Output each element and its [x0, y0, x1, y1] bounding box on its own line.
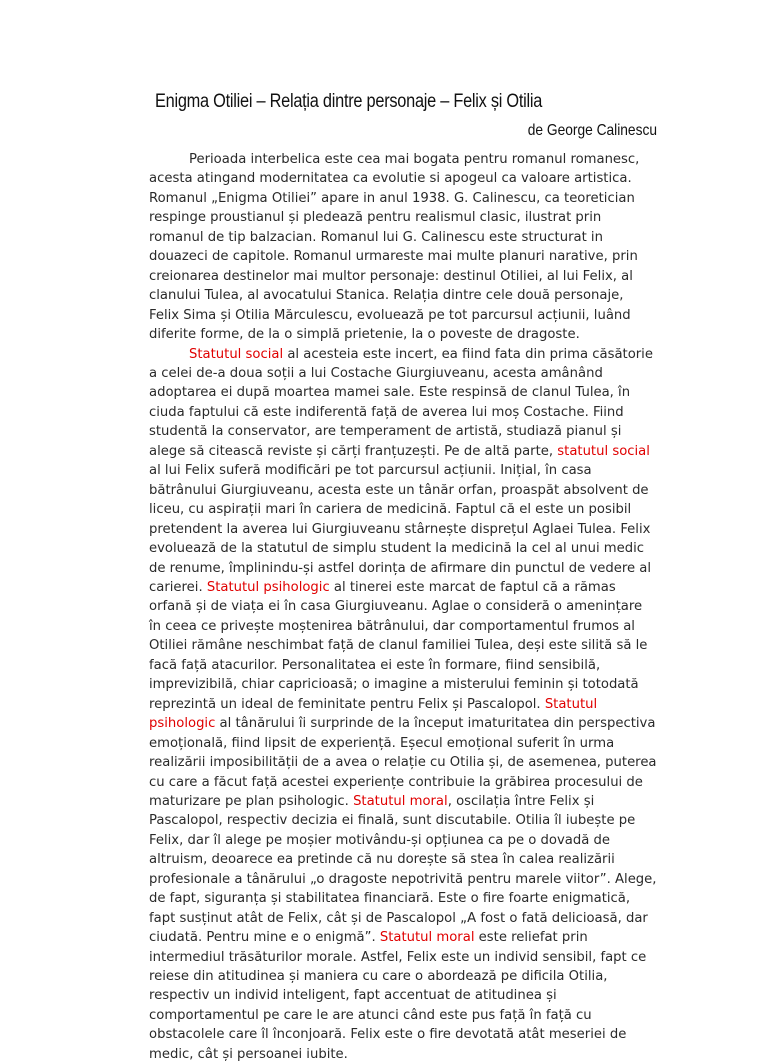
paragraph-intro: Perioada interbelica este cea mai bogata pentru romanul romanesc, acesta atingand modernitatea ca evolutie si apogeul ca valoare artistica. Romanul „Enigma Otiliei” apare in anul 1938. G. Calinescu, ca teoretician respinge proustianul și pledează pentru realismul clasic, ilustrat prin romanul de tip balzacian. Romanul lui G. Calinescu este structurat in douazeci de capitole. Romanul urmareste mai multe planuri narative, prin creionarea destinelor mai multor personaje: destinul Otiliei, al lui Felix, al clanului Tulea, al avocatului Stanica. Relația dintre cele două personaje, Felix Sima și Otilia Mărculescu, evoluează pe tot parcursul acțiunii, luând diferite forme, de la o simplă prietenie, la o poveste de dragoste. [149, 152, 640, 343]
highlight-statutul-social-1: Statutul social [189, 346, 284, 362]
highlight-statutul-moral-2: Statutul moral [379, 930, 475, 946]
text-segment-6: este reliefat prin intermediul trăsăturilor morale. Astfel, Felix este un individ sensibil, fapt ce reiese din atitudinea și maniera cu care o abordează pe dificila Otilia, respectiv un individ inteligent, fapt accentuat de atitudinea și comportamentul pe care le are atunci când este pus față în față cu obstacolele care îl înconjoară. Felix este o fire devotată atât meseriei de medic, cât și persoanei iubite. [149, 930, 647, 1062]
text-segment-5: , oscilația între Felix și Pascalopol, respectiv decizia ei finală, sunt discutabile. Otilia îl iubește pe Felix, dar îl alege pe moșier motivându-și opțiunea ca pe o dovadă de altruism, deoarece ea pretinde că nu dorește să stea în calea realizării profesionale a tânărului „o dragoste nepotrivită pentru marele viitor”. Alege, de fapt, siguranța și stabilitatea financiară. Este o fire foarte enigmatică, fapt susținut atât de Felix, cât și de Pascalopol „A fost o fată delicioasă, dar ciudată. Pentru mine e o enigmă”. [149, 793, 657, 946]
document-title: Enigma Otiliei – Relația dintre personaje – Felix și Otilia [155, 91, 543, 112]
document-author: de George Calinescu [527, 122, 657, 139]
text-segment-4: al tânărului îi surprinde de la început imaturitatea din perspectiva emoțională, fiind lipsit de experiență. Eșecul emoțional suferit în urma realizării imposibilității de a avea o relație cu Otilia și, de asemenea, puterea cu care a făcut față acestei experiențe contribuie la grăbirea procesului de maturizare pe plan psihologic. [149, 716, 657, 809]
text-segment-1: al acesteia este incert, ea fiind fata din prima căsătorie a celei de-a doua soții a lui Costache Giurgiuveanu, acesta amânând adoptarea ei după moartea mamei sale. Este respinsă de clanul Tulea, în ciuda faptului că este indiferentă față de averea lui moș Costache. Fiind studentă la conservator, are temperament de artistă, studiază pianul și alege să citească reviste și cărți franțuzești. Pe de altă parte, [149, 346, 653, 459]
text-segment-3: al tinerei este marcat de faptul că a rămas orfană și de viața ei în casa Giurgiuveanu. Aglae o consideră o amenințare în ceea ce privește moștenirea bătrânului, dar comportamentul frumos al Otiliei rămâne neschimbat față de clanul familiei Tulea, deși este silită să le facă față atacurilor. Personalitatea ei este în formare, fiind sensibilă, imprevizibilă, chiar capricioasă; o imagine a misterului feminin și totodată reprezintă un ideal de feminitate pentru Felix și Pascalopol. [149, 579, 648, 712]
highlight-statutul-psihologic-2: Statutul psihologic [149, 696, 598, 732]
text-segment-2: al lui Felix suferă modificări pe tot parcursul acțiunii. Inițial, în casa bătrânului Giurgiuveanu, acesta este un tânăr orfan, proaspăt absolvent de liceu, cu aspirații mari în cariera de medicină. Faptul că el este un posibil pretendent la averea lui Giurgiuveanu stârnește disprețul Aglaei Tulea. Felix evoluează de la statutul de simplu student la medicină la cel al unui medic de renume, împlinindu-și astfel dorința de afirmare din punctul de vedere al carierei. [149, 463, 652, 595]
highlight-statutul-psihologic-1: Statutul psihologic [206, 579, 330, 595]
document-body [149, 150, 657, 1064]
highlight-statutul-moral-1: Statutul moral [353, 793, 448, 809]
highlight-statutul-social-2: statutul social [557, 443, 650, 459]
paragraph-statutes [149, 345, 657, 1064]
